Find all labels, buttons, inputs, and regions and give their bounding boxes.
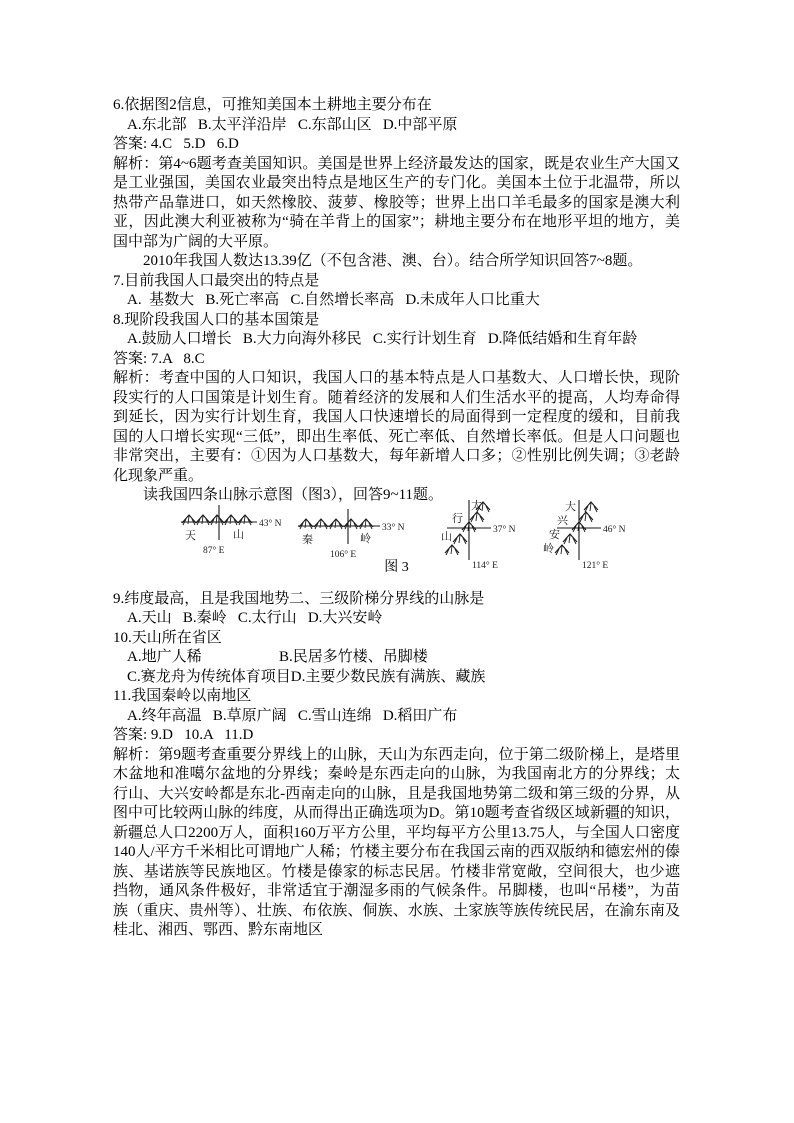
analysis-paragraph-7-8: 解析：考查中国的人口知识，我国人口的基本特点是人口基数大、人口增长快，现阶段实行的人口国策是计划生育。随着经济的发展和人们生活水平的提高，人均寿命得到延长，因为实行计划生育，我国人口快速增长的局面得到一定程度的缓和，目前我国的人口增长实现“三低”，即出生率低、死亡率低、自然增长率低。但是人口问题也非常突出，主要有：①因为人口基数大，每年新增人口多；②性别比例失调；③老龄化现象严重。 (113, 370, 680, 484)
answer-line-9-11: 答案: 9.D 10.A 11.D (113, 727, 254, 743)
question-9-options: A.天山 B.秦岭 C.太行山 D.大兴安岭 (127, 610, 383, 626)
mountain-symbol (238, 515, 252, 525)
mountain-symbol (314, 519, 328, 529)
mountain-symbol (555, 545, 569, 555)
mountain-symbol (579, 512, 593, 522)
range-name-char: 大 (565, 500, 576, 513)
range-name-char: 安 (549, 528, 560, 541)
question-10-option-c: C.赛龙舟为传统体育项目 (127, 668, 291, 685)
question-10-option-b: B.民居多竹楼、吊脚楼 (279, 649, 428, 665)
mountain-symbol (224, 515, 238, 525)
range-name-char: 天 (185, 529, 196, 542)
question-11-stem: 11.我国秦岭以南地区 (113, 688, 252, 704)
mountain-symbol (299, 519, 313, 529)
range-name-char: 兴 (557, 514, 568, 527)
latitude-label: 46° N (603, 524, 626, 535)
mountain-symbol (344, 519, 358, 529)
mountain-symbol (182, 515, 196, 525)
analysis-paragraph-4-6: 解析：第4~6题考查美国知识。美国是世界上经济最发达的国家，既是农业生产大国又是工业强国，美国农业最突出特点是地区生产的专门化。美国本土位于北温带，所以热带产品靠进口，如天然橡胶、菠萝、橡胶等；世界上出口羊毛最多的国家是澳大利亚，因此澳大利亚被称为“骑在羊背上的国家”；耕地主要分布在地形平坦的地方，美国中部为广阔的大平原。 (113, 155, 680, 250)
mountain-symbol (210, 515, 224, 525)
latitude-label: 33° N (382, 522, 405, 533)
range-name-char: 秦 (302, 533, 313, 546)
question-8-stem: 8.现阶段我国人口的基本国策是 (113, 311, 320, 328)
question-9-stem: 9.纬度最高，且是我国地势二、三级阶梯分界线的山脉是 (113, 590, 485, 607)
mountain-symbol (196, 515, 210, 525)
question-8-options: A.鼓励人口增长 B.大力向海外移民 C.实行计划生育 D.降低结婚和生育年龄 (127, 331, 638, 347)
question-6-options: A.东北部 B.太平洋沿岸 C.东部山区 D.中部平原 (127, 116, 458, 133)
longitude-label: 106° E (330, 549, 357, 560)
longitude-label: 87° E (203, 545, 225, 556)
intro-questions-9-11: 读我国四条山脉示意图（图3），回答9~11题。 (143, 487, 444, 503)
range-name-char: 岭 (543, 542, 554, 555)
answer-line-4-6: 答案: 4.C 5.D 6.D (113, 136, 239, 152)
document-body (113, 96, 688, 941)
mountain-symbol (359, 519, 373, 529)
longitude-label: 114° E (472, 560, 498, 571)
mountain-diagram-qinling (296, 506, 414, 560)
answer-line-7-8: 答案: 7.A 8.C (113, 350, 205, 367)
range-name-char: 岭 (360, 532, 371, 545)
longitude-label: 121° E (582, 560, 609, 571)
question-7-stem: 7.目前我国人口最突出的特点是 (113, 272, 320, 289)
latitude-label: 43° N (259, 518, 282, 529)
question-10-stem: 10.天山所在省区 (113, 629, 222, 646)
question-6-stem: 6.依据图2信息，可推知美国本土耕地主要分布在 (113, 97, 432, 113)
figure-3 (113, 498, 680, 590)
mountain-symbol (445, 545, 459, 555)
latitude-label: 37° N (493, 524, 516, 535)
question-7-options: A. 基数大 B.死亡率高 C.自然增长率高 D.未成年人口比重大 (127, 292, 540, 308)
figure-caption: 图 3 (384, 559, 409, 575)
mountain-symbol (584, 502, 598, 512)
mountain-symbol (329, 519, 343, 529)
range-name-char: 山 (441, 530, 452, 543)
question-10-option-a: A.地广人稀 (127, 649, 202, 665)
question-10-options-row-1 (113, 648, 680, 668)
mountain-diagram-tianshan (179, 502, 291, 556)
mountain-symbol (563, 534, 577, 544)
mountain-symbol (453, 534, 467, 544)
analysis-paragraph-9-11: 解析：第9题考查重要分界线上的山脉，天山为东西走向，位于第二级阶梯上，是塔里木盆地和准噶尔盆地的分界线；秦岭是东西走向的山脉，为我国南北方的分界线；太行山、大兴安岭都是东北-西南走向的山脉，且是我国地势第二级和第三级的分界，从图中可比较两山脉的纬度，从而得出正确选项为D。第10题考查省级区域新疆的知识， 新疆总人口2200万人，面积160万平方公里，平均每平方公里13.75人，与全国人口密度140人/平方千米相比可谓地广人稀；竹楼主要分布在我国云南的西双版纳和德宏州的傣族、基诺族等民族地区。竹楼是傣家的标志民居。竹楼非常宽敞，空间很大，也少遮挡物，通风条件极好，非常适宜于潮湿多雨的气候条件。吊脚楼，也叫“吊楼”，为苗族（重庆、贵州等）、壮族、布依族、侗族、水族、土家族等族传统民居，在渝东南及桂北、湘西、鄂西、黔东南地区 (113, 746, 688, 938)
range-name-char: 山 (233, 528, 244, 541)
intro-questions-7-8: 2010年我国人数达13.39亿（不包含港、澳、台）。结合所学知识回答7~8题。 (143, 253, 643, 269)
mountain-symbol (470, 512, 484, 522)
range-name-char: 太 (471, 499, 482, 512)
question-10-options-row-2 (113, 668, 680, 688)
question-10-option-d: D.主要少数民族有满族、藏族 (290, 668, 486, 685)
question-11-options: A.终年高温 B.草原广阔 C.雪山连绵 D.稻田广布 (127, 707, 458, 724)
range-name-char: 行 (452, 512, 463, 525)
